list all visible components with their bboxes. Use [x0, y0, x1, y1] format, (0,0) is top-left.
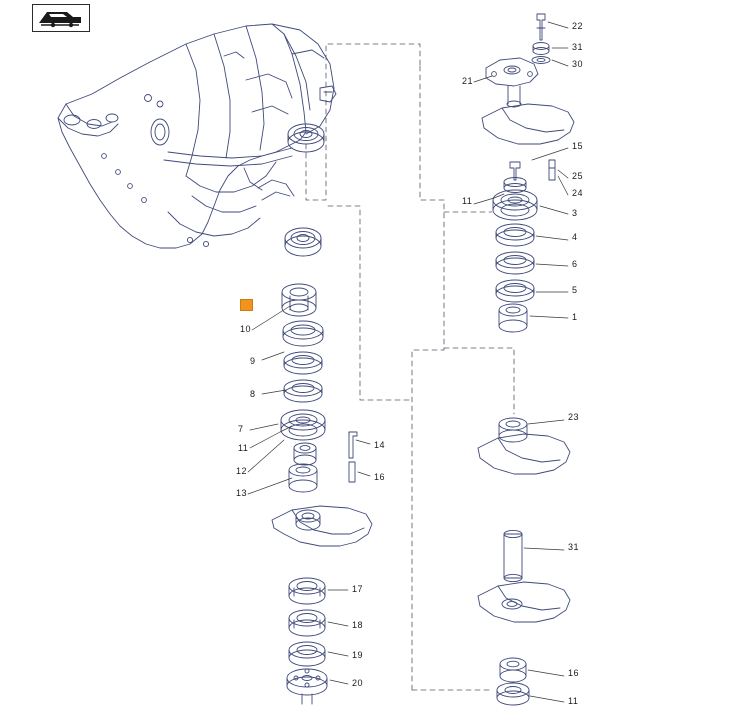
callout-17: 17 [352, 584, 364, 594]
callout-3: 3 [572, 208, 578, 218]
part-21-bracket [486, 58, 538, 107]
callout-31-bottom: 31 [568, 542, 580, 552]
part-9-ring [284, 352, 322, 374]
callout-16: 16 [374, 472, 386, 482]
part-18-disc [289, 610, 325, 636]
callout-12: 12 [236, 466, 248, 476]
callout-23: 23 [568, 412, 580, 422]
part-16-bottom-bushing [500, 658, 526, 682]
upper-blade [482, 104, 574, 144]
callout-16-bottom: 16 [568, 668, 580, 678]
callout-21: 21 [462, 76, 474, 86]
callout-9: 9 [250, 356, 256, 366]
part-4-ring [496, 224, 534, 246]
part-22-bolt [537, 14, 545, 40]
part-31-long-pin [504, 530, 522, 581]
part-23-collar [499, 418, 527, 442]
callout-14: 14 [374, 440, 386, 450]
callout-7: 7 [238, 424, 244, 434]
chassis-hub-lower [285, 228, 321, 256]
part-11-bottom-washer [497, 683, 529, 705]
center-blade-guard [272, 506, 372, 546]
callout-25: 25 [572, 171, 584, 181]
part-1-bushing [499, 304, 527, 332]
callout-22: 22 [572, 21, 584, 31]
callout-18: 18 [352, 620, 364, 630]
callout-11-bottom: 11 [568, 696, 579, 706]
part-16-pin [349, 462, 355, 482]
callout-31: 31 [572, 42, 584, 52]
callout-15: 15 [572, 141, 584, 151]
bottom-right-blade [478, 582, 570, 622]
callout-30: 30 [572, 59, 584, 69]
part-8-ring [284, 380, 322, 402]
part-15-bolt [504, 162, 526, 193]
part-13-bushing [289, 464, 317, 492]
right-stack-parts [478, 14, 574, 705]
part-3-hub [493, 190, 537, 220]
callout-10: 10 [240, 324, 252, 334]
leader-lines [248, 22, 568, 702]
callout-11-right: 11 [462, 196, 473, 206]
callout-8: 8 [250, 389, 256, 399]
part-12-sleeve [294, 443, 316, 465]
callout-5: 5 [572, 285, 578, 295]
part-30-washer [532, 57, 550, 64]
callout-11-left: 11 [238, 443, 249, 453]
part-6-ring [496, 252, 534, 274]
callout-20: 20 [352, 678, 364, 688]
part-19-disc [289, 642, 325, 666]
part-31-nut [533, 43, 549, 55]
part-5-ring [496, 280, 534, 302]
part-17-disc [289, 578, 325, 604]
part-14-bolt [349, 432, 357, 458]
part-9-washer [283, 321, 323, 346]
part-7-hub [281, 410, 325, 440]
callout-13: 13 [236, 488, 248, 498]
part-25-pin [549, 160, 555, 180]
callout-6: 6 [572, 259, 578, 269]
highlighted-part-marker [240, 299, 253, 311]
part-20-plate [287, 669, 327, 704]
callout-19: 19 [352, 650, 364, 660]
callout-1: 1 [572, 312, 578, 322]
callout-4: 4 [572, 232, 578, 242]
center-stack-parts [272, 284, 372, 704]
callout-24: 24 [572, 188, 584, 198]
part-10-bushing [282, 284, 316, 316]
